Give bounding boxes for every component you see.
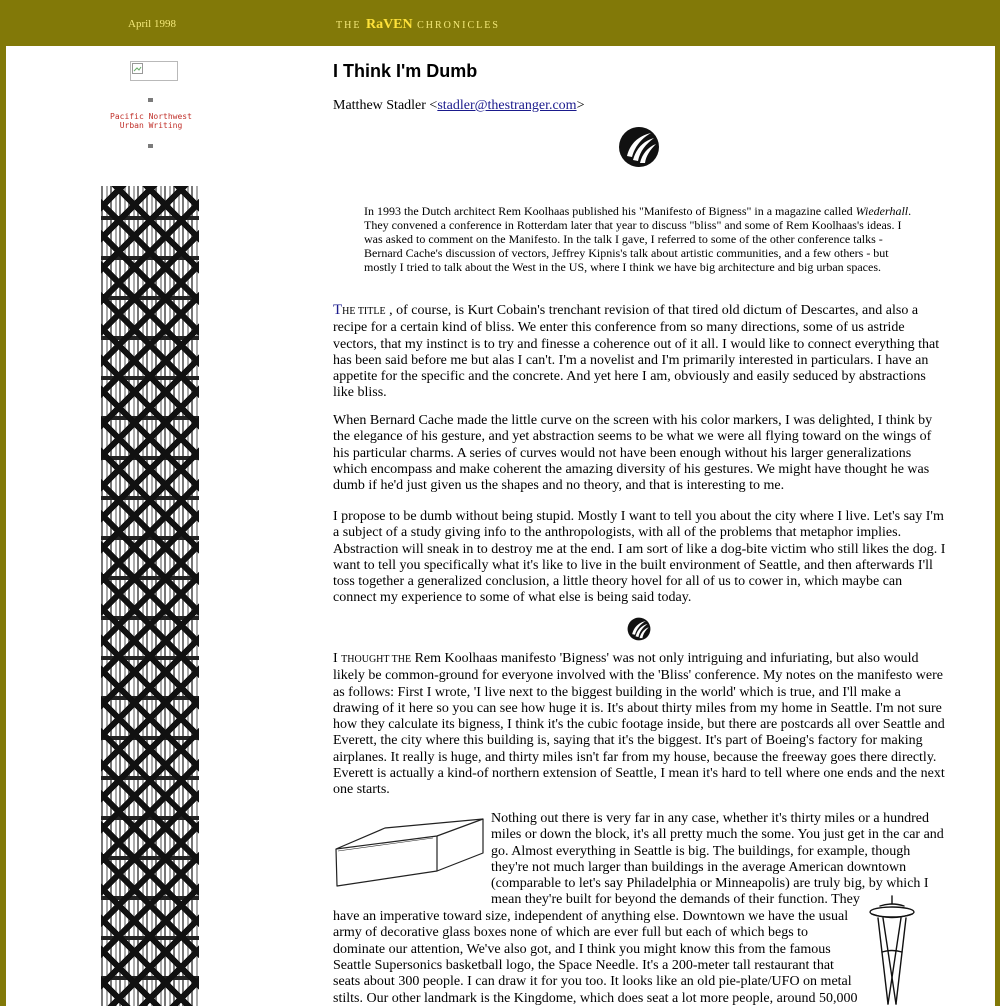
broken-image-icon xyxy=(132,63,144,75)
paragraph-2: When Bernard Cache made the little curve on the screen with his color markers, I was delighted, I think by the elegance of his gesture, and yet abstraction seems to be what we were all flying toward on the wings of his particular charms. A series of curves would not have been enough without his larger generalizations which encompass and make coherent the amazing diversity of his gestures. We might have thought he was dumb if he'd just given us the shapes and no theory, and that is interesting to me. xyxy=(333,413,933,494)
paragraph-1-smallcaps: HE TITLE xyxy=(342,306,386,317)
email-bracket-open: < xyxy=(425,98,438,113)
space-needle-sketch xyxy=(868,894,916,1006)
masthead-prefix: THE xyxy=(336,20,366,31)
masthead-bar xyxy=(0,0,1000,46)
paragraph-1 xyxy=(333,302,947,402)
dropcap-letter: T xyxy=(333,302,343,318)
author-name: Matthew Stadler xyxy=(333,98,426,113)
paragraph-1-text: , of course, is Kurt Cobain's trenchant revision of that tired old dictum of Descartes, and also a recipe for a certain kind of bliss. We enter this conference from so many directions, some of us astride vectors, that my instinct is to try and finesse a coherence out of it all. I would like to connect everything that has been said before me but alas I can't. I'm a novelist and I'm primarily interested in particulars. I have an appetite for the specific and the concrete. And yet here I am, obviously and easily seduced by abstractions like bliss. xyxy=(333,303,940,401)
raven-feather-icon xyxy=(618,126,660,168)
intro-paragraph xyxy=(364,204,916,274)
tagline-line-1: Pacific Northwest xyxy=(110,112,192,121)
email-bracket-close: > xyxy=(576,98,585,113)
bullet-square-top xyxy=(148,98,153,102)
paragraph-4-cap: I xyxy=(333,651,342,666)
byline xyxy=(333,98,584,114)
intro-magazine-title: Wiederhall xyxy=(855,204,909,218)
paragraph-5-part-3: Seattle Supersonics basketball logo, the Space Needle. It's a 200-meter tall restaurant that seats about 300 people. I can draw it for you too. It looks like an old pie-plate/UFO on metal stilts. Our other landmark is the Kingdome, which does seat a lot more people, around 50,000 xyxy=(333,958,858,1006)
paragraph-5-part-1: Nothing out there is very far in any case, whether it's thirty miles or a hundred miles or down the block, it's all pretty much the some. You just get in the car and go. Almost everything in Seattle is big. The buildings, for example, though they're not much larger than buildings in the average American downtown (comparable to let's say Philadelphia or Minneapolis) are truly big, by which I mean they're built for beyond the demands of their function. They xyxy=(491,811,944,908)
paragraph-5-part-2: have an imperative toward size, independent of anything else. Downtown we have the usual army of decorative glass boxes none of which are ever full but each of which begs to dominate our attention, We've also got, and I think you might know this from the famous xyxy=(333,909,849,957)
issue-date: April 1998 xyxy=(128,18,176,30)
section-divider-icon xyxy=(627,617,651,641)
paragraph-4 xyxy=(333,651,947,799)
intro-text-before: In 1993 the Dutch architect Rem Koolhaas published his "Manifesto of Bigness" in a magazine called xyxy=(364,204,856,218)
decorative-pattern-strip xyxy=(101,186,199,1006)
bullet-square-bottom xyxy=(148,144,153,148)
intro-text-after: . They convened a conference in Rotterdam later that year to discuss "bliss" and some of Rem Koolhaas's ideas. I was asked to comment on the Manifesto. In the talk I gave, I referred to some of the other conference talks - Bernard Cache's discussion of vectors, Jeffrey Kipnis's talk about artistic communities, and a few others - but mostly I tried to talk about the West in the US, where I think we have big architecture and big urban spaces. xyxy=(364,204,912,274)
paragraph-3: I propose to be dumb without being stupid. Mostly I want to tell you about the city where I live. Let's say I'm a subject of a study giving info to the anthropologists, with all of the problems that metaphor implies. Abstraction will sneak in to destroy me at the end. I am sort of like a dog-bite victim who still likes the dog. I want to tell you specifically what it's like to live in the built environment of Seattle, and then afterwards I'll toss together a generalized conclusion, a little theory hovel for all of us to cower in, which maybe can connect my experience to some of what else is being said today. xyxy=(333,509,946,606)
tagline-line-2: Urban Writing xyxy=(119,121,183,130)
site-masthead[interactable] xyxy=(336,17,500,33)
masthead-suffix: CHRONICLES xyxy=(412,20,500,31)
broken-logo-image[interactable] xyxy=(130,61,178,81)
author-email-link[interactable]: stadler@thestranger.com xyxy=(437,98,577,113)
paragraph-4-smallcaps: THOUGHT THE xyxy=(341,654,412,665)
page-body xyxy=(6,46,995,1006)
boeing-building-sketch xyxy=(333,811,489,893)
page-title: I Think I'm Dumb xyxy=(333,61,478,81)
paragraph-4-text: Rem Koolhaas manifesto 'Bigness' was not only intriguing and infuriating, but also would likely be common-ground for everyone involved with the 'Bliss' conference. My notes on the manifesto were as follows: First I wrote, 'I live next to the biggest building in the world' which is true, and I'll make a drawing of it here so you can see how huge it is. It's about thirty miles from my home in Seattle. I'm not sure how they calculate its bigness, I think it's the cubic footage inside, but there are postcards all over Seattle and Everett, the city where this building is, saying that it's the biggest. It's part of Boeing's factory for making airplanes. It really is huge, and thirty miles isn't far from my house, because the freeway goes there directly. Everett is actually a kind-of northern extension of Seattle, I mean it's hard to tell where one ends and the next one starts. xyxy=(333,651,945,798)
masthead-brand: RaVEN xyxy=(365,17,413,32)
site-tagline xyxy=(103,112,199,130)
